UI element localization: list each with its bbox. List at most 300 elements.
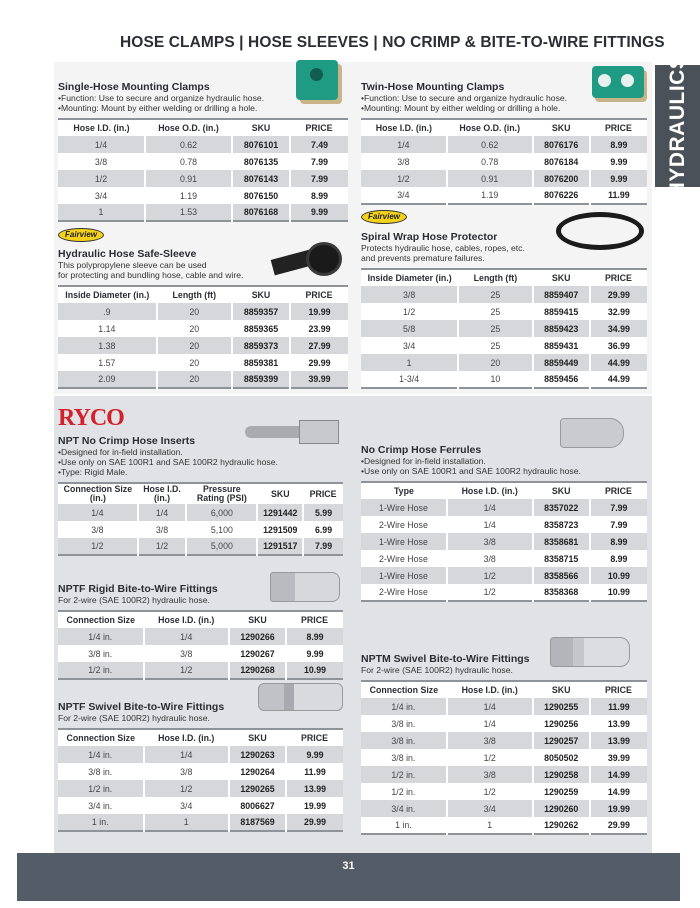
spec-cell: 1/4 [58,136,145,153]
table-row [361,732,647,749]
sku-cell: 8859365 [232,320,290,337]
spec-cell: 20 [157,371,232,388]
spec-cell: 1/2 [58,538,138,555]
sku-cell: 1290257 [533,732,590,749]
price-cell: 29.99 [590,286,647,303]
price-cell: 39.99 [290,371,348,388]
section-title: NPTM Swivel Bite-to-Wire Fittings [361,653,530,665]
spec-cell: 1/4 in. [361,698,447,715]
price-cell: 19.99 [590,800,647,817]
column-header: Connection Size (in.) [58,483,138,504]
price-cell: 13.99 [286,780,343,797]
product-table [58,728,343,832]
spec-cell: 1/4 [447,698,533,715]
spec-cell: 3/8 in. [361,732,447,749]
sku-cell: 1290262 [533,817,590,834]
spec-cell: 1/2 [447,584,533,601]
section-description: For 2-wire (SAE 100R2) hydraulic hose. [58,595,210,605]
spec-cell: 20 [157,303,232,320]
table-header-row [58,119,348,136]
table-row [361,567,647,584]
price-cell: 7.49 [290,136,348,153]
price-cell: 8.99 [590,136,647,153]
spec-cell: 1-3/4 [361,371,458,388]
spec-cell: 1/2 [58,170,145,187]
table-row [361,749,647,766]
table-header-row [361,482,647,499]
price-cell: 10.99 [590,567,647,584]
spec-cell: 3/8 [447,766,533,783]
column-header: SKU [533,119,590,136]
price-cell: 29.99 [286,814,343,831]
ferrules-section [361,444,647,602]
product-table [58,610,343,680]
spec-cell: 3/8 [58,521,138,538]
table-row [58,153,348,170]
price-cell: 36.99 [590,337,647,354]
spec-cell: 3/4 in. [361,800,447,817]
spec-cell: 1.53 [145,204,232,221]
column-header: PRICE [290,286,348,303]
spec-cell: 1/2 [361,170,447,187]
spec-cell: 3/8 in. [361,715,447,732]
spec-cell: 2-Wire Hose [361,516,447,533]
spec-cell: 1-Wire Hose [361,499,447,516]
section-description: •Function: Use to secure and organize hydraulic hose. [361,93,568,103]
sku-cell: 1290256 [533,715,590,732]
nptf-swivel-section [58,701,343,832]
table-row [361,187,647,204]
single-hose-clamps-section [58,81,348,222]
table-row [58,645,343,662]
table-row [58,337,348,354]
column-header: SKU [232,119,290,136]
spec-cell: 3/4 [361,187,447,204]
sku-cell: 8076184 [533,153,590,170]
spec-cell: 20 [157,320,232,337]
section-description: For 2-wire (SAE 100R2) hydraulic hose. [361,665,513,675]
sku-cell: 1290263 [229,746,286,763]
table-row [58,746,343,763]
price-cell: 10.99 [590,584,647,601]
column-header: SKU [257,483,303,504]
section-title: Spiral Wrap Hose Protector [361,231,498,243]
price-cell: 39.99 [590,749,647,766]
sku-cell: 1290267 [229,645,286,662]
column-header: Hose O.D. (in.) [145,119,232,136]
product-table [361,680,647,835]
table-row [58,521,343,538]
section-description: •Function: Use to secure and organize hydraulic hose. [58,93,265,103]
column-header: SKU [533,681,590,698]
table-row [58,763,343,780]
section-description: •Mounting: Mount by either welding or drilling a hole. [58,103,258,113]
spec-cell: 3/8 [447,732,533,749]
section-description: and prevents premature failures. [361,253,485,263]
spec-cell: 1 [361,354,458,371]
price-cell: 13.99 [590,732,647,749]
sku-cell: 1290264 [229,763,286,780]
product-table [361,268,647,389]
table-row [361,286,647,303]
spec-cell: 3/4 [447,800,533,817]
column-header: PRICE [303,483,343,504]
table-row [361,371,647,388]
spec-cell: 1/2 [447,783,533,800]
spec-cell: 3/4 in. [58,797,144,814]
price-cell: 8.99 [286,628,343,645]
spec-cell: 25 [458,286,532,303]
table-row [58,136,348,153]
column-header: PRICE [590,482,647,499]
spec-cell: 20 [458,354,532,371]
spec-cell: 5/8 [361,320,458,337]
column-header: PRICE [590,119,647,136]
product-table [361,481,647,602]
table-row [361,153,647,170]
spec-cell: 3/8 [361,286,458,303]
column-header: Hose O.D. (in.) [447,119,533,136]
column-header: PRICE [590,269,647,286]
price-cell: 7.99 [290,170,348,187]
spiral-wrap-section [361,231,647,389]
table-row [361,533,647,550]
safe-sleeve-section [58,248,348,389]
sku-cell: 8859357 [232,303,290,320]
table-header-row [58,286,348,303]
price-cell: 9.99 [290,204,348,221]
section-description: •Use only on SAE 100R1 and SAE 100R2 hydraulic hose. [361,466,581,476]
spec-cell: 6,000 [186,504,257,521]
section-title: Single-Hose Mounting Clamps [58,81,210,93]
table-row [361,516,647,533]
table-row [361,136,647,153]
spec-cell: 1/4 [447,499,533,516]
sku-cell: 8358723 [533,516,590,533]
table-row [361,800,647,817]
price-cell: 11.99 [286,763,343,780]
sku-cell: 8358681 [533,533,590,550]
price-cell: 27.99 [290,337,348,354]
column-header: PRICE [286,611,343,628]
price-cell: 13.99 [590,715,647,732]
sku-cell: 1290268 [229,662,286,679]
spec-cell: 5,100 [186,521,257,538]
section-description: This polypropylene sleeve can be used [58,260,207,270]
spec-cell: 1-Wire Hose [361,533,447,550]
sku-cell: 8358715 [533,550,590,567]
sku-cell: 1290260 [533,800,590,817]
spec-cell: 1/4 [144,628,230,645]
table-header-row [58,483,343,504]
spec-cell: 0.91 [145,170,232,187]
price-cell: 8.99 [590,550,647,567]
sku-cell: 1291442 [257,504,303,521]
spec-cell: 1/2 [447,749,533,766]
side-tab-label: HYDRAULICS [665,54,689,198]
spec-cell: 1 in. [58,814,144,831]
spec-cell: 3/8 in. [58,763,144,780]
column-header: Inside Diameter (in.) [361,269,458,286]
spec-cell: 1/2 [138,538,186,555]
product-table [58,118,348,222]
price-cell: 19.99 [286,797,343,814]
spec-cell: 20 [157,354,232,371]
table-header-row [361,681,647,698]
column-header: Connection Size [58,729,144,746]
npt-inserts-section [58,435,343,556]
sku-cell: 1291509 [257,521,303,538]
spec-cell: 2-Wire Hose [361,584,447,601]
price-cell: 29.99 [590,817,647,834]
spec-cell: 3/8 [144,763,230,780]
spec-cell: 25 [458,303,532,320]
price-cell: 19.99 [290,303,348,320]
spec-cell: 1/4 in. [58,628,144,645]
section-title: NPT No Crimp Hose Inserts [58,435,196,447]
sku-cell: 8859456 [533,371,590,388]
table-row [361,499,647,516]
table-row [58,303,348,320]
price-cell: 7.99 [290,153,348,170]
spec-cell: 25 [458,320,532,337]
spec-cell: 3/8 [447,533,533,550]
price-cell: 9.99 [590,153,647,170]
sku-cell: 8358566 [533,567,590,584]
section-description: •Designed for in-field installation. [361,456,486,466]
table-row [361,303,647,320]
spec-cell: 1/2 in. [361,783,447,800]
table-row [361,698,647,715]
table-row [58,780,343,797]
spec-cell: 20 [157,337,232,354]
table-row [58,371,348,388]
sku-cell: 1290255 [533,698,590,715]
spec-cell: 1 [58,204,145,221]
table-header-row [361,269,647,286]
spec-cell: 3/8 in. [58,645,144,662]
product-table [361,118,647,205]
section-description: for protecting and bundling hose, cable and wire. [58,270,244,280]
spec-cell: 0.62 [447,136,533,153]
sku-cell: 8859381 [232,354,290,371]
table-row [361,584,647,601]
column-header: Connection Size [361,681,447,698]
table-row [361,766,647,783]
column-header: PRICE [590,681,647,698]
column-header: Hose I.D. (in.) [144,729,230,746]
spec-cell: .9 [58,303,157,320]
spec-cell: 1-Wire Hose [361,567,447,584]
price-cell: 14.99 [590,766,647,783]
column-header: SKU [229,729,286,746]
column-header: Length (ft) [458,269,532,286]
price-cell: 10.99 [286,662,343,679]
table-row [361,170,647,187]
spec-cell: 1/2 [144,662,230,679]
sku-cell: 8006627 [229,797,286,814]
table-row [58,814,343,831]
spec-cell: 1/2 in. [58,662,144,679]
table-row [361,783,647,800]
spec-cell: 3/8 [138,521,186,538]
column-header: Hose I.D. (in.) [144,611,230,628]
price-cell: 44.99 [590,371,647,388]
page-title: HOSE CLAMPS | HOSE SLEEVES | NO CRIMP & BITE-TO-WIRE FITTINGS [120,34,665,51]
sku-cell: 8076101 [232,136,290,153]
spec-cell: 1 [447,817,533,834]
sku-cell: 8357022 [533,499,590,516]
column-header: SKU [533,482,590,499]
table-row [58,320,348,337]
sku-cell: 8859399 [232,371,290,388]
spec-cell: 1.19 [145,187,232,204]
price-cell: 8.99 [590,533,647,550]
price-cell: 44.99 [590,354,647,371]
sku-cell: 8050502 [533,749,590,766]
spec-cell: 1 [144,814,230,831]
sku-cell: 8076150 [232,187,290,204]
spec-cell: 1/4 [58,504,138,521]
sku-cell: 8076200 [533,170,590,187]
section-description: •Type: Rigid Male. [58,467,128,477]
column-header: Pressure Rating (PSI) [186,483,257,504]
sku-cell: 8076226 [533,187,590,204]
sku-cell: 8076135 [232,153,290,170]
table-row [361,715,647,732]
price-cell: 34.99 [590,320,647,337]
fairview-logo: Fairview [58,228,104,242]
spec-cell: 3/8 [447,550,533,567]
sku-cell: 1290266 [229,628,286,645]
table-header-row [58,611,343,628]
table-row [58,204,348,221]
hydraulics-side-tab [655,54,700,198]
sku-cell: 8187569 [229,814,286,831]
table-header-row [58,729,343,746]
spec-cell: 3/8 in. [361,749,447,766]
spec-cell: 2-Wire Hose [361,550,447,567]
column-header: Length (ft) [157,286,232,303]
sku-cell: 8859431 [533,337,590,354]
spec-cell: 1/2 [447,567,533,584]
section-description: Protects hydraulic hose, cables, ropes, etc. [361,243,525,253]
price-cell: 9.99 [286,746,343,763]
spec-cell: 3/4 [144,797,230,814]
spec-cell: 0.91 [447,170,533,187]
spec-cell: 1.57 [58,354,157,371]
table-row [361,550,647,567]
table-header-row [361,119,647,136]
nptm-swivel-section [361,653,647,835]
table-row [58,354,348,371]
section-title: NPTF Swivel Bite-to-Wire Fittings [58,701,225,713]
table-row [361,817,647,834]
spec-cell: 10 [458,371,532,388]
price-cell: 29.99 [290,354,348,371]
table-row [361,354,647,371]
table-row [58,187,348,204]
spec-cell: 1/4 [447,516,533,533]
spec-cell: 1 in. [361,817,447,834]
section-description: For 2-wire (SAE 100R2) hydraulic hose. [58,713,210,723]
table-row [361,337,647,354]
price-cell: 7.99 [590,499,647,516]
fairview-logo: Fairview [361,210,407,224]
column-header: SKU [533,269,590,286]
spec-cell: 1/2 [361,303,458,320]
sku-cell: 8076143 [232,170,290,187]
column-header: PRICE [290,119,348,136]
spec-cell: 3/8 [361,153,447,170]
sku-cell: 8859449 [533,354,590,371]
spec-cell: 1/4 [361,136,447,153]
table-row [58,504,343,521]
column-header: Hose I.D. (in.) [138,483,186,504]
column-header: Hose I.D. (in.) [58,119,145,136]
table-row [58,170,348,187]
spec-cell: 1/4 [447,715,533,732]
sku-cell: 1291517 [257,538,303,555]
spec-cell: 1/2 [144,780,230,797]
spec-cell: 0.78 [145,153,232,170]
spec-cell: 3/8 [58,153,145,170]
price-cell: 14.99 [590,783,647,800]
section-title: NPTF Rigid Bite-to-Wire Fittings [58,583,218,595]
column-header: PRICE [286,729,343,746]
sku-cell: 8859423 [533,320,590,337]
twin-hose-clamps-section [361,81,647,205]
column-header: Connection Size [58,611,144,628]
sku-cell: 8859373 [232,337,290,354]
spec-cell: 3/4 [361,337,458,354]
spec-cell: 1/2 in. [58,780,144,797]
sku-cell: 8859415 [533,303,590,320]
column-header: Type [361,482,447,499]
column-header: Hose I.D. (in.) [447,681,533,698]
price-cell: 6.99 [303,521,343,538]
section-title: No Crimp Hose Ferrules [361,444,482,456]
sku-cell: 8076176 [533,136,590,153]
spec-cell: 0.78 [447,153,533,170]
section-description: •Designed for in-field installation. [58,447,183,457]
price-cell: 5.99 [303,504,343,521]
sku-cell: 1290265 [229,780,286,797]
product-table [58,285,348,389]
spec-cell: 3/4 [58,187,145,204]
table-row [58,797,343,814]
spec-cell: 1.14 [58,320,157,337]
sku-cell: 1290259 [533,783,590,800]
spec-cell: 3/8 [144,645,230,662]
section-description: •Mounting: Mount by either welding or drilling a hole. [361,103,561,113]
nptf-rigid-section [58,583,343,680]
spec-cell: 1.19 [447,187,533,204]
sku-cell: 1290258 [533,766,590,783]
price-cell: 7.99 [303,538,343,555]
spec-cell: 0.62 [145,136,232,153]
spec-cell: 25 [458,337,532,354]
price-cell: 9.99 [286,645,343,662]
section-title: Twin-Hose Mounting Clamps [361,81,505,93]
price-cell: 7.99 [590,516,647,533]
price-cell: 23.99 [290,320,348,337]
column-header: Inside Diameter (in.) [58,286,157,303]
spec-cell: 2.09 [58,371,157,388]
spec-cell: 1/2 in. [361,766,447,783]
price-cell: 11.99 [590,187,647,204]
spec-cell: 1/4 in. [58,746,144,763]
